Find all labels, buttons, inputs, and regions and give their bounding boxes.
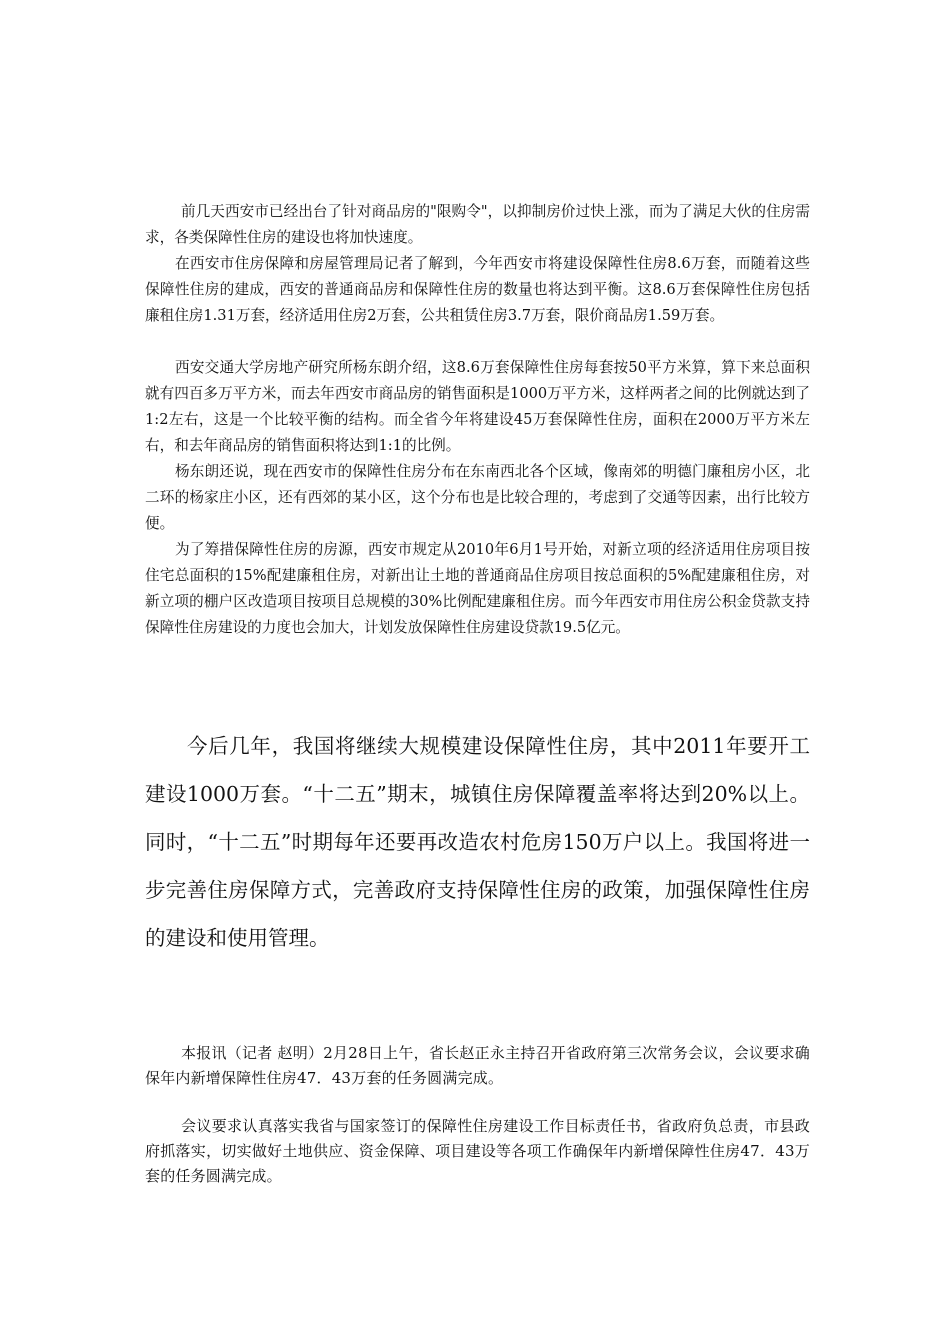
paragraph-national-plan: 今后几年，我国将继续大规模建设保障性住房，其中2011年要开工建设1000万套。“十二五”期末，城镇住房保障覆盖率将达到20%以上。同时，“十二五”时期每年还要再改造农村危房150万户以上。我国将进一步完善住房保障方式，完善政府支持保障性住房的政策，加强保障性住房的建设和使用管理。: [145, 734, 810, 950]
paragraph-yang-donglang-distribution: 杨东朗还说，现在西安市的保障性住房分布在东南西北各个区域，像南郊的明德门廉租房小区，北二环的杨家庄小区，还有西郊的某小区，这个分布也是比较合理的，考虑到了交通等因素，出行比较方便。: [145, 463, 810, 532]
paragraph-yang-donglang-intro: 西安交通大学房地产研究所杨东朗介绍，这8.6万套保障性住房每套按50平方米算，算下来总面积就有四百多万平方米，而去年西安市商品房的销售面积是1000万平方米，这样两者之间的比例就达到了1:2左右，这是一个比较平衡的结构。而全省今年将建设45万套保障性住房，面积在2000万平方米左右，和去年商品房的销售面积将达到1:1的比例。: [145, 359, 810, 454]
paragraph-meeting-requirements: 会议要求认真落实我省与国家签订的保障性住房建设工作目标责任书，省政府负总责，市县政府抓落实，切实做好土地供应、资金保障、项目建设等各项工作确保年内新增保障性住房47．43万套的任务圆满完成。: [145, 1117, 810, 1185]
paragraph-xian-housing-plan: 在西安市住房保障和房屋管理局记者了解到，今年西安市将建设保障性住房8.6万套，而随着这些保障性住房的建成，西安的普通商品房和保障性住房的数量也将达到平衡。这8.6万套保障性住房包括廉租住房1.31万套，经济适用住房2万套，公共租赁住房3.7万套，限价商品房1.59万套。: [145, 255, 810, 324]
paragraph-news-report: 本报讯（记者 赵明）2月28日上午，省长赵正永主持召开省政府第三次常务会议，会议要求确保年内新增保障性住房47．43万套的任务圆满完成。: [145, 1044, 810, 1087]
paragraph-funding-policy: 为了筹措保障性住房的房源，西安市规定从2010年6月1号开始，对新立项的经济适用住房项目按住宅总面积的15%配建廉租住房，对新出让土地的普通商品住房项目按总面积的5%配建廉租住房，对新立项的棚户区改造项目按项目总规模的30%比例配建廉租住房。而今年西安市用住房公积金贷款支持保障性住房建设的力度也会加大，计划发放保障性住房建设贷款19.5亿元。: [145, 541, 810, 636]
paragraph-xian-purchase-limit: 前几天西安市已经出台了针对商品房的"限购令"，以抑制房价过快上涨，而为了满足大伙的住房需求，各类保障性住房的建设也将加快速度。: [145, 203, 810, 246]
